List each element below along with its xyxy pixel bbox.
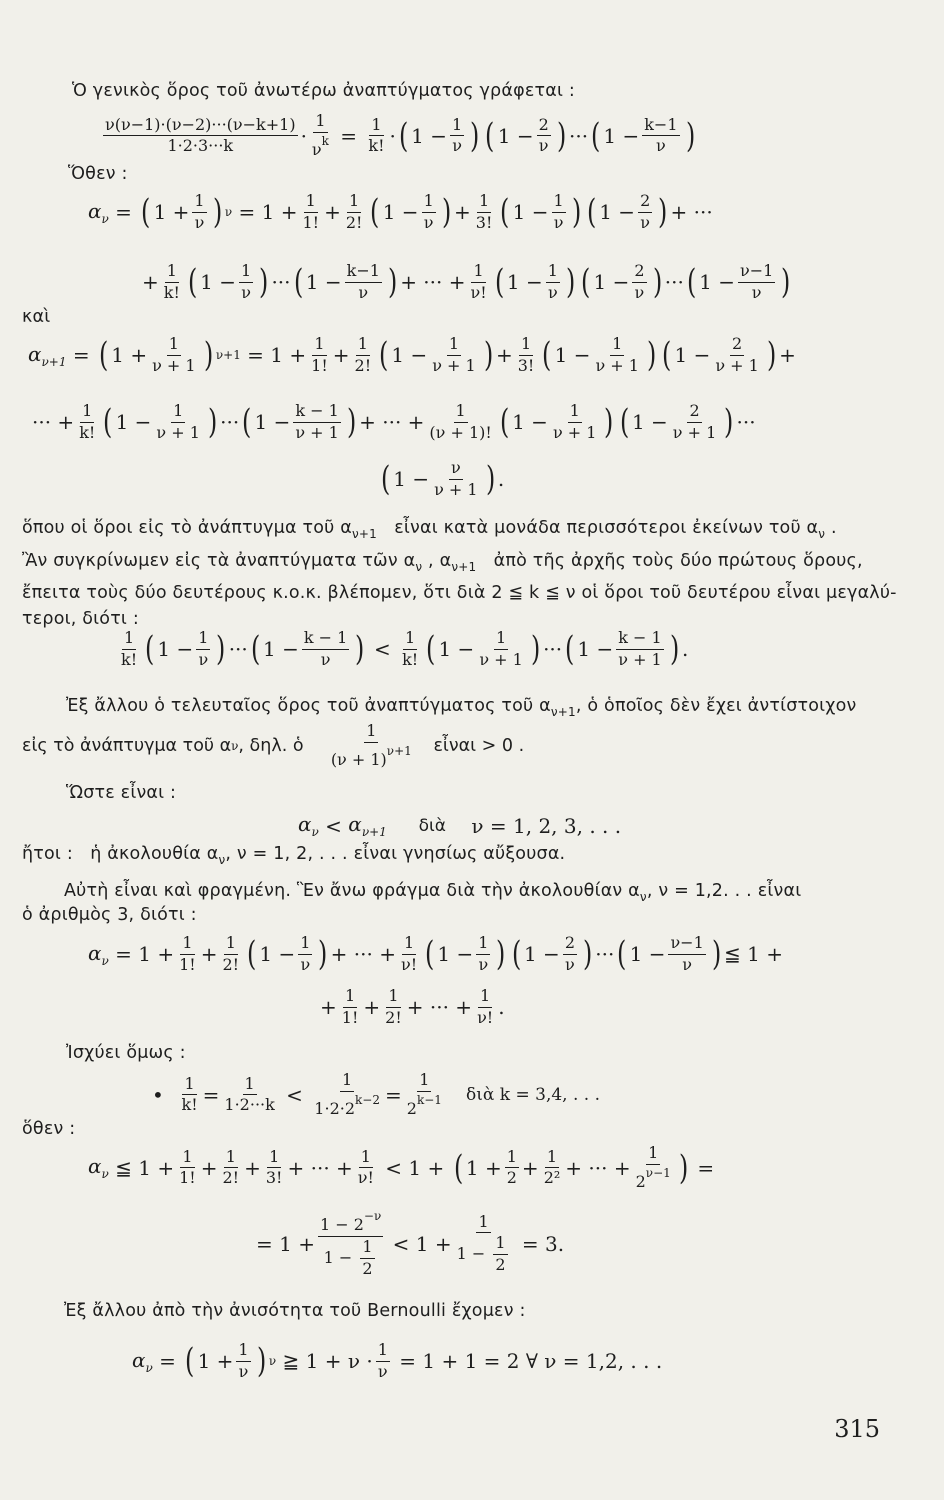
alpha-nu-plus-one-last: ( 1 − $\frac{\nu}{\nu + 1}$ ) . <box>380 458 505 500</box>
etoi-line: ἤτοι : ἡ ἀκολουθία $\alpha_\nu$, ν = 1, 2, . . . εἶναι γνησίως αὔξουσα. <box>22 844 566 867</box>
othen-label: Ὅθεν : <box>68 164 128 184</box>
bounded-expansion-cont: + $\frac{1}{1!}$ + $\frac{1}{2!}$ + ··· + $\frac{1}{\nu!}$ . <box>320 986 505 1027</box>
bounded-expansion: $\alpha_\nu$ = 1 + $\frac{1}{1!}$ + $\frac{1}{2!}$ ( 1 − $\frac{1}{\nu}$ ) + ··· + $\frac{1}{\nu!}$ ( 1 − $\frac{1}{\nu}$ ) ( 1 − $\frac{2}{\nu}$ ) ··· ( 1 − $\frac{\nu-1}{\nu}$ ) ≦ 1 + <box>88 933 783 975</box>
opou-text: ὅπου οἱ ὅροι εἰς τὸ ἀνάπτυγμα τοῦ $\alpha_{\nu+1}$ εἶναι κατὰ μονάδα περισσότεροι ἐκείνων τοῦ $\alpha_\nu$ . <box>22 518 837 541</box>
monotonic-inequality: $\alpha_\nu$ < $\alpha_{\nu+1}$ διὰ ν = 1, 2, 3, . . . <box>298 812 622 839</box>
intro-text: Ὁ γενικὸς ὅρος τοῦ ἀνωτέρω ἀναπτύγματος γράφεται : <box>72 81 575 101</box>
isxyei-text: Ἰσχύει ὅμως : <box>66 1043 186 1063</box>
teroi-text: τεροι, διότι : <box>22 609 139 629</box>
alpha-nu-expansion: $\alpha_\nu$ = ( 1 + $\frac{1}{\nu}$ ) ν = 1 + $\frac{1}{1!}$ + $\frac{1}{2!}$ ( 1 − $\frac{1}{\nu}$ ) + $\frac{1}{3!}$ ( 1 − $\frac{1}{\nu}$ ) ( 1 − $\frac{2}{\nu}$ ) + ··· <box>88 191 713 233</box>
factorial-bound: • $\frac{1}{k!}$ = $\frac{1}{1\cdot 2\cdot\cdot\cdot k}$ < $\frac{1}{1\cdot 2\cdot 2^{k-2}}$ = $\frac{1}{2^{k-1}}$ διὰ k = 3,4, . . . <box>152 1070 600 1118</box>
arithmos-line: ὁ ἀριθμὸς 3, διότι : <box>22 905 197 925</box>
alpha-nu-plus-one-expansion: $\alpha_{\nu+1}$ = ( 1 + $\frac{1}{\nu + 1}$ ) ν+1 = 1 + $\frac{1}{1!}$ + $\frac{1}{2!}$ ( 1 − $\frac{1}{\nu + 1}$ ) + $\frac{1}{3!}$ ( 1 − $\frac{1}{\nu + 1}$ ) ( 1 − $\frac{2}{\nu + 1}$ ) + <box>28 334 796 376</box>
bernoulli-text: Ἐξ ἄλλου ἀπὸ τὴν ἀνισότητα τοῦ Bernoulli ἔχομεν : <box>64 1301 526 1321</box>
geometric-sum-result: = 1 + $1 - 2^{-\nu}$ 1 − $\frac{1}{2}$ < 1 + 1 1 − $\frac{1}{2}$ = 3. <box>256 1209 565 1278</box>
kai-label: καὶ <box>22 307 51 327</box>
ex-allou-text: Ἐξ ἄλλου ὁ τελευταῖος ὅρος τοῦ ἀναπτύγματος τοῦ $\alpha_{\nu+1}$, ὁ ὁποῖος δὲν ἔχει ἀντίστοιχον <box>66 696 857 719</box>
auti-line: Αὐτὴ εἶναι καὶ φραγμένη. Ἓν ἄνω φράγμα διὰ τὴν ἀκολουθίαν $\alpha_\nu$, ν = 1,2. . . εἶναι <box>64 881 802 904</box>
othen2-label: ὅθεν : <box>22 1119 76 1139</box>
epeita-text: ἔπειτα τοὺς δύο δευτέρους κ.ο.κ. βλέπομεν, ὅτι διὰ 2 ≦ k ≦ ν οἱ ὅροι τοῦ δευτέρου εἶναι μεγαλύ- <box>22 583 897 603</box>
geometric-bound: $\alpha_\nu$ ≦ 1 + $\frac{1}{1!}$ + $\frac{1}{2!}$ + $\frac{1}{3!}$ + ··· + $\frac{1}{\nu!}$ < 1 + ( 1 + $\frac{1}{2}$ + $\frac{1}{\text{2²}}$ + ··· + $\frac{1}{2^{\nu-1}}$ ) = <box>88 1143 715 1191</box>
an-text: Ἂν συγκρίνωμεν εἰς τὰ ἀναπτύγματα τῶν $\alpha_\nu$ , $\alpha_{\nu+1}$ ἀπὸ τῆς ἀρχῆς τοὺς δύο πρώτους ὅρους, <box>22 551 863 574</box>
alpha-nu-plus-one-cont: ··· + $\frac{1}{k!}$ ( 1 − $\frac{1}{\nu + 1}$ ) ··· ( 1 − $\frac{k - 1}{\nu + 1}$ ) + ··· + $\frac{1}{(\nu + 1)!}$ ( 1 − $\frac{1}{\nu + 1}$ ) ( 1 − $\frac{2}{\nu + 1}$ ) ··· <box>32 401 756 443</box>
eis-to-line: εἰς τὸ ἀνάπτυγμα τοῦ α ν , δηλ. ὁ $\frac{1}{(\nu + 1)^{\nu+1}}$ εἶναι > 0 . <box>22 721 525 769</box>
oste-text: Ὥστε εἶναι : <box>66 783 177 803</box>
alpha-nu-expansion-cont: + $\frac{1}{k!}$ ( 1 − $\frac{1}{\nu}$ ) ··· ( 1 − $\frac{k-1}{\nu}$ ) + ··· + $\frac{1}{\nu!}$ ( 1 − $\frac{1}{\nu}$ ) ( 1 − $\frac{2}{\nu}$ ) ··· ( 1 − $\frac{\nu-1}{\nu}$ ) <box>142 261 791 303</box>
page-number: 315 <box>834 1415 880 1443</box>
general-term-equation: $\frac{\nu(\nu-1)\cdot(\nu-2)\cdot\cdot\cdot(\nu-k+1)}{1\cdot 2\cdot 3\cdot\cdot\cdot k}$ · $\frac{1}{\nu^k}$ = $\frac{1}{k!}$ · ( 1 − $\frac{1}{\nu}$ ) ( 1 − $\frac{2}{\nu}$ ) ··· ( 1 − $\frac{k-1}{\nu}$ ) <box>105 111 695 159</box>
bernoulli-inequality: $\alpha_\nu$ = ( 1 + $\frac{1}{\nu}$ ) ν ≧ 1 + ν · $\frac{1}{\nu}$ = 1 + 1 = 2 ∀ ν = 1,2, . . . <box>132 1340 663 1382</box>
term-comparison-inequality: $\frac{1}{k!}$ ( 1 − $\frac{1}{\nu}$ ) ··· ( 1 − $\frac{k - 1}{\nu}$ ) < $\frac{1}{k!}$ ( 1 − $\frac{1}{\nu + 1}$ ) ··· ( 1 − $\frac{k - 1}{\nu + 1}$ ) . <box>121 628 689 670</box>
